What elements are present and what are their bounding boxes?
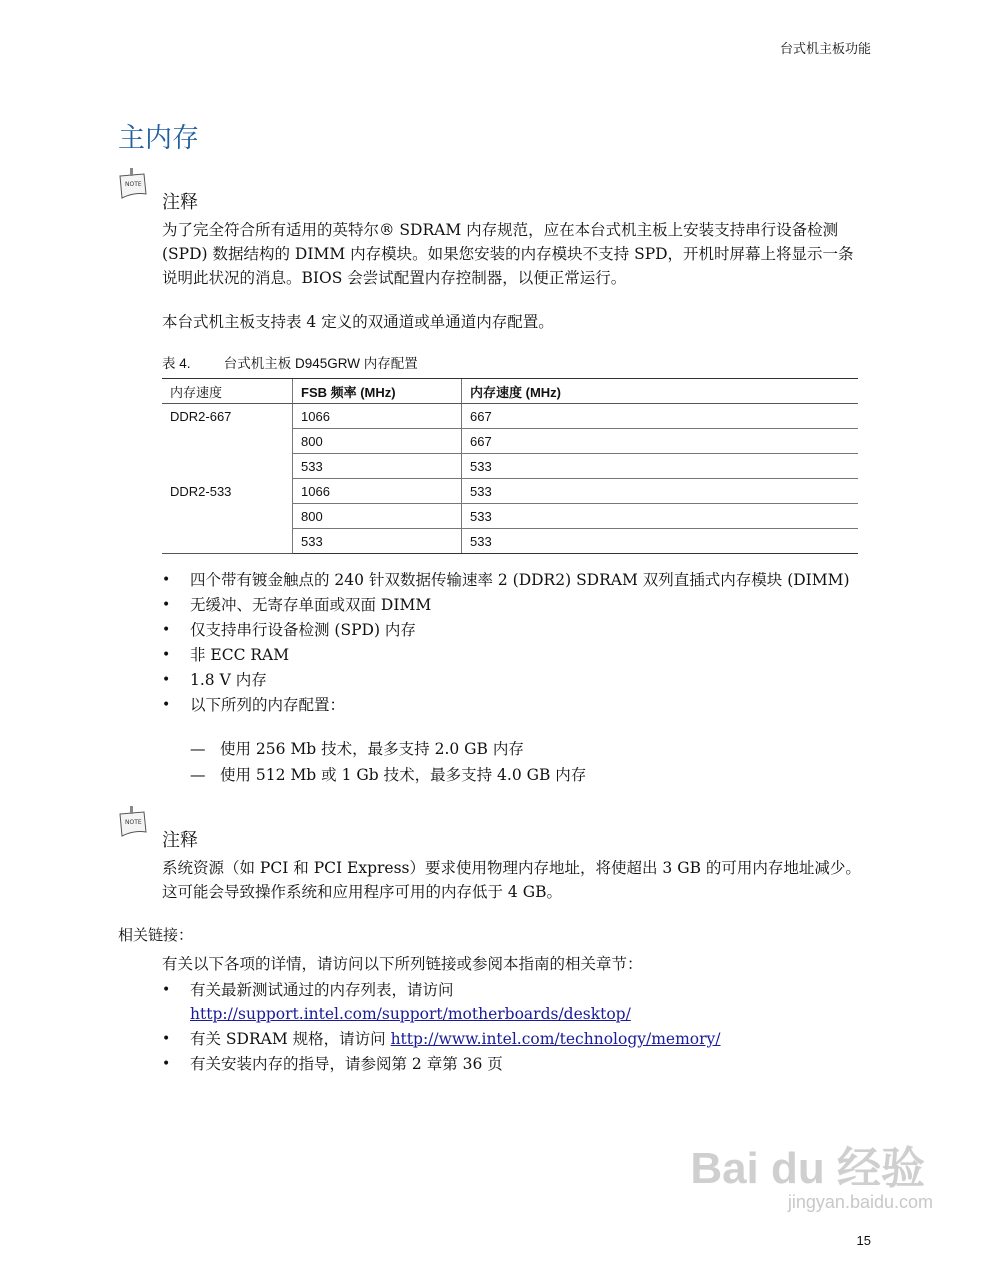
row-group-label: DDR2-667	[170, 409, 232, 424]
note-icon-label: NOTE	[125, 181, 142, 188]
memory-speed-cell: 533	[462, 504, 859, 529]
list-item	[162, 668, 862, 692]
bullet-icon: •	[162, 622, 171, 638]
fsb-cell: 1066	[293, 479, 462, 504]
intro-paragraph: 本台式机主板支持表 4 定义的双通道或单通道内存配置。	[162, 313, 554, 331]
header-mem-mhz-text: 内存速度 (MHz)	[470, 384, 561, 400]
page-number: 15	[856, 1233, 871, 1248]
memory-speed-cell: 667	[462, 404, 859, 429]
note-text: 为了完全符合所有适用的英特尔® SDRAM 内存规范，应在本台式机主板上安装支持串行设备检测 (SPD) 数据结构的 DIMM 内存模块。如果您安装的内存模块不支持 SPD，开机时屏幕上将显示一条说明此状况的消息。BIOS 会尝试配置内存控制器，以便正常运行。	[162, 221, 854, 287]
baidu-watermark-url: jingyan.baidu.com	[787, 1192, 933, 1212]
sdram-spec-link[interactable]: http://www.intel.com/technology/memory/	[390, 1030, 721, 1048]
note-icon	[116, 166, 150, 204]
memory-speed-cell: 533	[462, 479, 859, 504]
list-item	[162, 978, 862, 1026]
bullet-icon: •	[162, 647, 171, 663]
bullet-icon: •	[162, 1031, 171, 1047]
list-item-text: 1.8 V 内存	[190, 671, 267, 689]
dash-icon: —	[190, 740, 206, 758]
memory-speed-cell: 667	[462, 429, 859, 454]
note-title: 注释	[162, 192, 198, 213]
row-group-label: DDR2-533	[162, 479, 293, 554]
list-item-text: 无缓冲、无寄存单面或双面 DIMM	[190, 596, 432, 614]
memory-speed-cell: 533	[462, 529, 859, 554]
bullet-icon: •	[162, 1056, 171, 1072]
fsb-cell: 800	[293, 504, 462, 529]
supported-memory-link[interactable]: http://support.intel.com/support/motherboards/desktop/	[190, 1005, 631, 1023]
list-item-text: 以下所列的内存配置：	[190, 696, 346, 714]
list-item	[162, 1052, 862, 1076]
running-header: 台式机主板功能	[779, 42, 871, 57]
memory-config-sublist	[190, 737, 586, 789]
bullet-icon: •	[162, 982, 171, 998]
list-item	[162, 643, 862, 667]
bullet-icon: •	[162, 672, 171, 688]
list-item-text: 有关 SDRAM 规格，请访问	[190, 1030, 386, 1048]
baidu-watermark-logo: Bai du 经验	[690, 1144, 925, 1193]
sub-list-item	[190, 737, 586, 763]
list-item	[162, 693, 862, 717]
bullet-icon: •	[162, 597, 171, 613]
list-item-text: 四个带有镀金触点的 240 针双数据传输速率 2 (DDR2) SDRAM 双列直插式内存模块 (DIMM)	[190, 571, 850, 589]
memory-config-table	[162, 378, 858, 554]
sub-list-item	[190, 763, 586, 789]
table-caption	[162, 352, 418, 372]
list-item	[162, 618, 862, 642]
fsb-cell: 1066	[293, 404, 462, 429]
related-links-list	[162, 978, 862, 1077]
fsb-cell: 533	[293, 454, 462, 479]
table-row	[162, 404, 858, 429]
list-item-text: 仅支持串行设备检测 (SPD) 内存	[190, 621, 416, 639]
section-title: 主内存	[118, 123, 199, 154]
fsb-cell: 800	[293, 429, 462, 454]
note-title: 注释	[162, 830, 198, 851]
list-item	[162, 568, 862, 592]
list-item-text: 有关最新测试通过的内存列表，请访问	[190, 981, 454, 999]
table-caption-text: 台式机主板 D945GRW 内存配置	[223, 356, 418, 371]
related-links-intro: 有关以下各项的详情，请访问以下所列链接或参阅本指南的相关章节：	[162, 955, 643, 973]
bullet-icon: •	[162, 572, 171, 588]
list-item	[162, 593, 862, 617]
header-fsb-frequency	[293, 379, 462, 404]
related-links-heading: 相关链接：	[118, 927, 194, 944]
sub-list-item-text: 使用 256 Mb 技术，最多支持 2.0 GB 内存	[220, 740, 524, 758]
table-caption-number: 表 4.	[162, 356, 191, 371]
list-item-text: 有关安装内存的指导，请参阅第 2 章第 36 页	[190, 1055, 503, 1073]
memory-speed-cell: 533	[462, 454, 859, 479]
dash-icon: —	[190, 766, 206, 784]
note-icon-label: NOTE	[125, 819, 142, 826]
header-memory-speed: 内存速度	[162, 379, 293, 404]
note-icon	[116, 804, 150, 842]
fsb-cell: 533	[293, 529, 462, 554]
header-fsb-text: FSB 频率 (MHz)	[301, 384, 396, 400]
list-item-text: 非 ECC RAM	[190, 646, 290, 664]
sub-list-item-text: 使用 512 Mb 或 1 Gb 技术，最多支持 4.0 GB 内存	[220, 766, 587, 784]
bullet-icon: •	[162, 697, 171, 713]
list-item	[162, 1027, 862, 1051]
table-header-row	[162, 379, 858, 404]
feature-list	[162, 568, 862, 718]
note-text: 系统资源（如 PCI 和 PCI Express）要求使用物理内存地址，将使超出 3 GB 的可用内存地址减少。这可能会导致操作系统和应用程序可用的内存低于 4 GB。	[162, 859, 861, 901]
table-row	[162, 479, 858, 504]
header-memory-speed-mhz	[462, 379, 859, 404]
